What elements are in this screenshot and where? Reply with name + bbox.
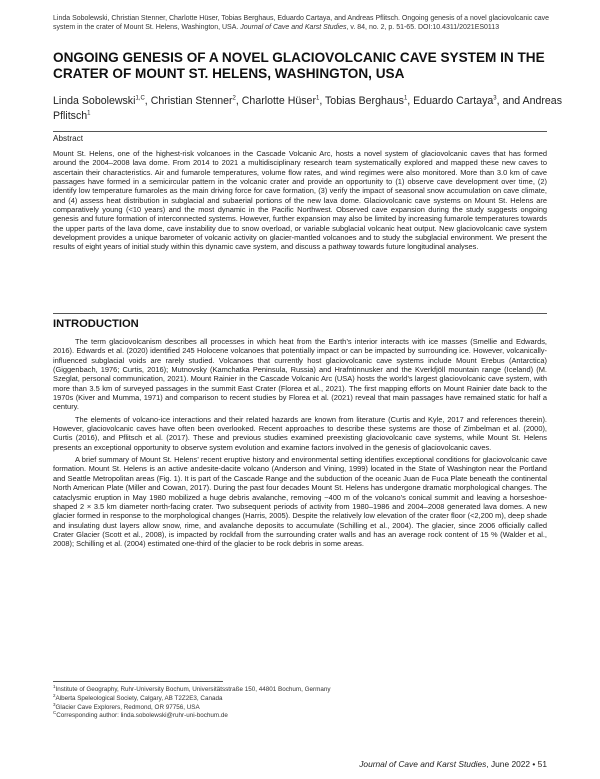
author-name: Tobias Berghaus xyxy=(325,95,404,107)
footnote-text: Alberta Speleological Society, Calgary, AB T2Z2E3, Canada xyxy=(55,694,223,702)
citation-journal: Journal of Cave and Karst Studies xyxy=(240,24,347,32)
footnote-mark: C xyxy=(53,710,57,716)
author-affiliation: 1 xyxy=(87,110,91,117)
author-affiliation: 2 xyxy=(232,95,236,102)
citation-authors: Linda Sobolewski, Christian Stenner, Charlotte Hüser, Tobias Berghaus, Eduardo Cartaya, and Andreas Pflitsch. Ongoing genesis of a novel glaciovolcanic cave system in the crater of Mount St. Helens, Washington, USA. xyxy=(53,15,549,32)
footnote-text: Glacier Cave Explorers, Redmond, OR 97756, USA xyxy=(55,703,200,711)
author-list xyxy=(53,94,563,124)
author-separator: , xyxy=(407,95,414,107)
author-separator: , xyxy=(144,95,151,107)
abstract-bottom-divider xyxy=(53,313,547,314)
abstract-top-divider xyxy=(53,131,547,132)
footnote xyxy=(53,712,547,721)
abstract-label: Abstract xyxy=(53,134,84,143)
author-separator: , xyxy=(319,95,326,107)
author-separator: , xyxy=(235,95,242,107)
footnote-divider xyxy=(53,681,223,682)
footnote-text: Corresponding author: linda.sobolewski@ruhr-uni-bochum.de xyxy=(56,712,228,720)
footer-issue: , June 2022 • 51 xyxy=(486,759,547,769)
citation-doi: DOI:10.4311/2021ES0113 xyxy=(418,24,500,32)
footnote-mark: 3 xyxy=(53,701,56,707)
introduction-heading: INTRODUCTION xyxy=(53,318,139,330)
author-name: Linda Sobolewski xyxy=(53,95,136,107)
citation-header xyxy=(53,14,553,32)
body-paragraph: The term glaciovolcanism describes all processes in which heat from the Earth’s interior interacts with ice masses (Smellie and Edwards, 2016). Edwards et al. (2020) identified 245 Holocene volcanoes that potentially impact or can be impacted by surrounding ice. However, volcanically-influenced subglacial voids are rarely studied. Volcanoes that currently host glaciovolcanic cave systems include Mount Erebus (Antarctica) (Giggenbach, 1976; Curtis, 2016); Mutnovsky (Kamchatka Peninsula, Russia) and Hrafntinnusker and the Kverkfjöll mountain range (Iceland) (M. Szeglat, personal communication, 2021). Mount Rainier in the Cascade Volcanic Arc (USA) hosts the world’s largest glaciovolcanic cave system, with more than 3.5 km of surveyed passages in the summit East Crater (Florea et al., 2021). The first mapping efforts on Mount Rainier date back to the 1970s (Kiver and Mumma, 1971) and comparison to recent studies by Florea et al. (2021) reveal that main passages have remained static for half a century. xyxy=(53,337,547,412)
footnotes xyxy=(53,683,547,721)
running-footer xyxy=(359,759,547,769)
article-title: ONGOING GENESIS OF A NOVEL GLACIOVOLCANIC CAVE SYSTEM IN THE CRATER OF MOUNT ST. HELENS, WASHINGTON, USA xyxy=(53,50,545,81)
footnote-text: Institute of Geography, Ruhr-University Bochum, Universitätsstraße 150, 44801 Bochum, Germany xyxy=(55,686,331,693)
footnote xyxy=(53,692,547,704)
footer-journal: Journal of Cave and Karst Studies xyxy=(359,759,487,769)
author-name: Andreas Pflitsch xyxy=(53,95,562,122)
footnote-mark: 2 xyxy=(53,692,56,698)
author-affiliation: 1,C xyxy=(135,95,145,102)
body-paragraph: A brief summary of Mount St. Helens’ recent eruptive history and environmental setting identifies exceptional conditions for glaciovolcanic cave formation. Mount St. Helens is an active andesite-dacite volcano (Anderson and Vining, 1999) located in the State of Washington near the Portland and Seattle Metropolitan areas (Fig. 1). It is part of the Cascade Range and the subduction of the oceanic Juan de Fuca Plate beneath the continental North American Plate (Miller and Cowan, 2017). During the past four decades Mount St. Helens has undergone dramatic morphological changes. The cataclysmic eruption in May 1980 mobilized a huge debris avalanche, removing ~400 m of the volcano’s conical summit and leaving a horseshoe-shaped 2 × 3.5 km diameter north-facing crater. Two subsequent periods of activity from 1980–1986 and 2004–2008 generated lava domes. A new glacier formed in response to the morphological changes (Harris, 2005). Despite the relatively low elevation of the crater floor (<2,200 m), deep shade and insulating dust layers allow snow, rime, and avalanche deposits to accumulate (Schilling et al., 2004). The glacier, since 2006 officially called Crater Glacier (Scott et al., 2008), is impacted by rockfall from the surrounding crater walls and has an average rock content of 15 % (Walder et al., 2008); Schilling et al. (2004) estimated one-third of the glacier to be rock debris in some areas. xyxy=(53,455,547,549)
author-affiliation: 1 xyxy=(403,95,408,102)
author-affiliation: 1 xyxy=(315,95,320,102)
citation-volume: , v. 84, no. 2, p. 51-65. xyxy=(346,24,417,32)
author-name: Christian Stenner xyxy=(150,95,233,107)
author-affiliation: 3 xyxy=(493,95,497,102)
footnote xyxy=(53,683,547,695)
body-paragraph: The elements of volcano-ice interactions and their related hazards are known from literature (Curtis and Kyle, 2017 and references therein). However, glaciovolcanic caves have often been overlooked. Recent approaches to describe these systems are those of Zimbelman et al. (2000), Curtis (2016), and Pflitsch et al. (2017). These and previous studies examined preexisting glaciovolcanic cave systems, while Mount St. Helens presents an exceptional opportunity to observe system evolution and examine factors involved in the genesis of glaciovolcanic caves. xyxy=(53,414,547,452)
footnote-mark: 1 xyxy=(53,683,56,689)
introduction-body xyxy=(53,337,547,552)
author-name: Eduardo Cartaya xyxy=(413,95,494,107)
author-separator: , and xyxy=(496,95,523,107)
author-name: Charlotte Hüser xyxy=(241,95,316,107)
abstract-text: Mount St. Helens, one of the highest-risk volcanoes in the Cascade Volcanic Arc, hosts a novel system of glaciovolcanic caves that has formed around the 2004–2008 lava dome. From 2014 to 2021 a multidisciplinary research team systematically explored and mapped these new caves to ascertain their characteristics. Air and fumarole temperatures, volume flow rates, and wind regimes were also monitored. More than 3.0 km of cave passages have formed in a semicircular pattern in the volcanic crater and provide an opportunity to (1) observe cave development over time, (2) identify low temperature fumaroles as the main driving force for cave formation, (3) verify the impact of seasonal snow accumulation on cave climate, and (4) assess heat distribution in subglacial and subaerial portions of the new lava dome. Glaciovolcanic cave systems on Mount St. Helens are comparatively young (<10 years) and the most dynamic in the Pacific Northwest. Observed cave expansion during the study suggests ongoing genesis and future formation of interconnected systems. However, further expansion may also be limited by increasing fumarole temperatures towards the upper parts of the lava dome, cave instability due to snow overload, or variable subglacial volcanic heat output. New glaciovolcanic cave system development provides a unique barometer of volcanic activity on glacier-mantled volcanoes and to study the subglacial environment. We present the results of eight years of initial study within this dynamic cave system, and discuss a pathway towards future longitudinal analyses. xyxy=(53,149,548,252)
